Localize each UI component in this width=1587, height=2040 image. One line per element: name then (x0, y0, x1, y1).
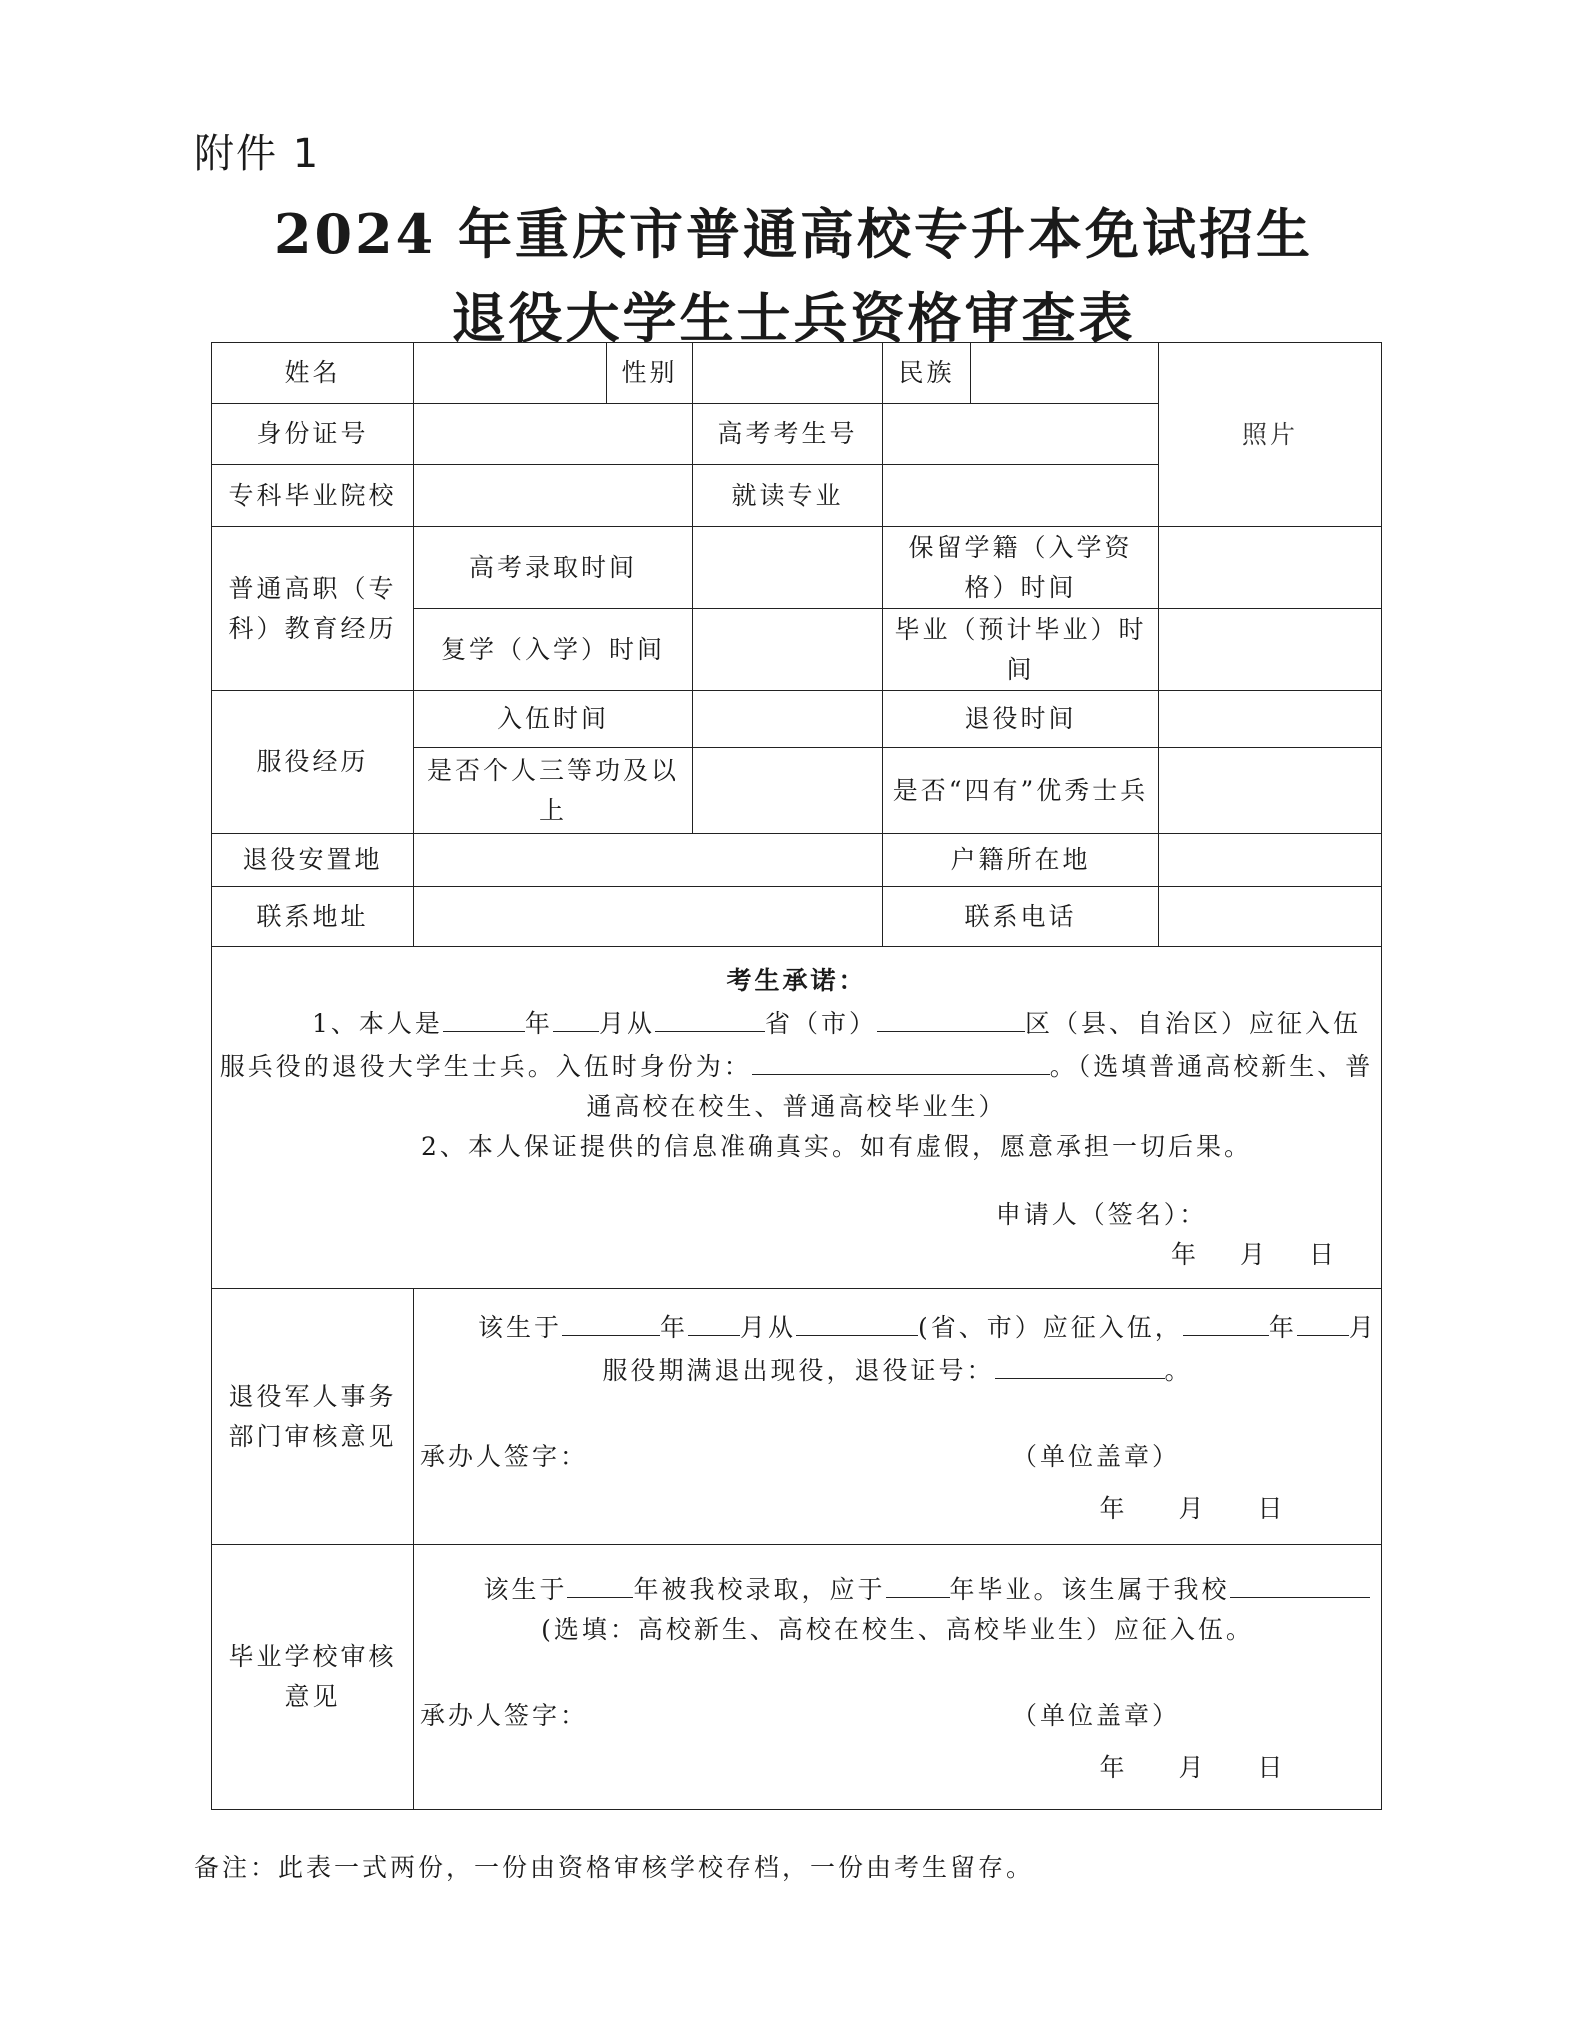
vr-unit-seal: （单位盖章） (1012, 1441, 1181, 1471)
enlist-identity-blank[interactable] (752, 1044, 1050, 1075)
vr-handler-signature[interactable]: 承办人签字： (420, 1441, 589, 1471)
contact-phone-field[interactable] (1159, 887, 1382, 947)
remark-note: 备注：此表一式两份，一份由资格审核学校存档，一份由考生留存。 (194, 1853, 1035, 1882)
school-sign-row (420, 1696, 1375, 1748)
id-number-label: 身份证号 (212, 404, 414, 465)
vr-date: 年 月 日 (1099, 1493, 1286, 1523)
gender-label: 性别 (607, 343, 693, 404)
gender-field[interactable] (693, 343, 883, 404)
discharge-cert-blank[interactable] (995, 1348, 1165, 1379)
graduation-time-label: 毕业（预计毕业）时间 (883, 609, 1159, 691)
admission-time-field[interactable] (693, 527, 883, 609)
veteran-review-line1: 该生于 年 月从 (省、市）应征入伍， 年 月 (420, 1305, 1375, 1348)
placement-place-field[interactable] (414, 834, 883, 887)
qualification-review-table (211, 342, 1382, 1810)
promise-date: 年 月 日 (1171, 1239, 1337, 1269)
household-place-field[interactable] (1159, 834, 1382, 887)
service-history-label: 服役经历 (212, 691, 414, 834)
sr-unit-seal: （单位盖章） (1012, 1700, 1181, 1730)
promise-item-1-line3: 通高校在校生、普通高校毕业生） (586, 1091, 1007, 1121)
major-label: 就读专业 (693, 465, 883, 527)
vr-place-blank[interactable] (796, 1305, 918, 1336)
id-number-field[interactable] (414, 404, 693, 465)
discharge-time-field[interactable] (1159, 691, 1382, 748)
major-field[interactable] (883, 465, 1159, 527)
resume-time-field[interactable] (693, 609, 883, 691)
exam-number-label: 高考考生号 (693, 404, 883, 465)
sr-grad-year-blank[interactable] (886, 1567, 950, 1598)
contact-address-field[interactable] (414, 887, 883, 947)
candidate-promise-section (212, 947, 1382, 1289)
graduation-time-field[interactable] (1159, 609, 1382, 691)
promise-item-1: 1、本人是 年 月从 省（市） 区（县、自治区）应征入伍 (218, 1001, 1375, 1044)
veteran-review-content (414, 1289, 1382, 1545)
school-review-content (414, 1545, 1382, 1810)
vr-month-blank[interactable] (688, 1305, 740, 1336)
name-label: 姓名 (212, 343, 414, 404)
vr-month2-blank[interactable] (1297, 1305, 1349, 1336)
third-class-merit-field[interactable] (693, 748, 883, 834)
contact-phone-label: 联系电话 (883, 887, 1159, 947)
contact-address-label: 联系地址 (212, 887, 414, 947)
placement-place-label: 退役安置地 (212, 834, 414, 887)
sr-date: 年 月 日 (1099, 1752, 1286, 1782)
enlist-time-label: 入伍时间 (414, 691, 693, 748)
vr-year-blank[interactable] (562, 1305, 660, 1336)
enlist-province-blank[interactable] (655, 1001, 765, 1032)
retain-status-time-field[interactable] (1159, 527, 1382, 609)
sr-category-blank[interactable] (1230, 1567, 1370, 1598)
four-haves-label: 是否“四有”优秀士兵 (883, 748, 1159, 834)
promise-title: 考生承诺： (726, 965, 867, 995)
promise-item-2: 2、本人保证提供的信息准确真实。如有虚假，愿意承担一切后果。 (421, 1131, 1252, 1161)
form-title-line1: 2024 年重庆市普通高校专升本免试招生 (273, 202, 1314, 266)
enlist-district-blank[interactable] (877, 1001, 1025, 1032)
attachment-label: 附件 1 (194, 131, 321, 177)
college-label: 专科毕业院校 (212, 465, 414, 527)
third-class-merit-label: 是否个人三等功及以上 (414, 748, 693, 834)
sr-admit-year-blank[interactable] (567, 1567, 633, 1598)
ethnicity-field[interactable] (971, 343, 1159, 404)
resume-time-label: 复学（入学）时间 (414, 609, 693, 691)
veteran-sign-row (420, 1437, 1375, 1489)
retain-status-time-label: 保留学籍（入学资格）时间 (883, 527, 1159, 609)
veteran-review-line2: 服役期满退出现役，退役证号： 。 (420, 1348, 1375, 1391)
exam-number-field[interactable] (883, 404, 1159, 465)
school-review-label: 毕业学校审核意见 (212, 1545, 414, 1810)
household-place-label: 户籍所在地 (883, 834, 1159, 887)
promise-item-1-line2: 服兵役的退役大学生士兵。入伍时身份为： 。（选填普通高校新生、普 (218, 1044, 1375, 1087)
enlist-time-field[interactable] (693, 691, 883, 748)
applicant-signature-label[interactable]: 申请人（签名）： (995, 1199, 1208, 1229)
college-field[interactable] (414, 465, 693, 527)
photo-box[interactable]: 照片 (1159, 343, 1382, 527)
form-title-line2: 退役大学生士兵资格审查表 (451, 286, 1136, 350)
enlist-year-blank[interactable] (443, 1001, 525, 1032)
education-history-label: 普通高职（专科）教育经历 (212, 527, 414, 691)
four-haves-field[interactable] (1159, 748, 1382, 834)
school-review-line1: 该生于 年被我校录取，应于 年毕业。该生属于我校 (420, 1567, 1375, 1610)
enlist-month-blank[interactable] (553, 1001, 599, 1032)
school-review-line2: (选填：高校新生、高校在校生、高校毕业生）应征入伍。 (541, 1614, 1254, 1644)
admission-time-label: 高考录取时间 (414, 527, 693, 609)
sr-handler-signature[interactable]: 承办人签字： (420, 1700, 589, 1730)
ethnicity-label: 民族 (883, 343, 971, 404)
name-field[interactable] (414, 343, 607, 404)
vr-year2-blank[interactable] (1183, 1305, 1269, 1336)
discharge-time-label: 退役时间 (883, 691, 1159, 748)
veteran-review-label: 退役军人事务部门审核意见 (212, 1289, 414, 1545)
